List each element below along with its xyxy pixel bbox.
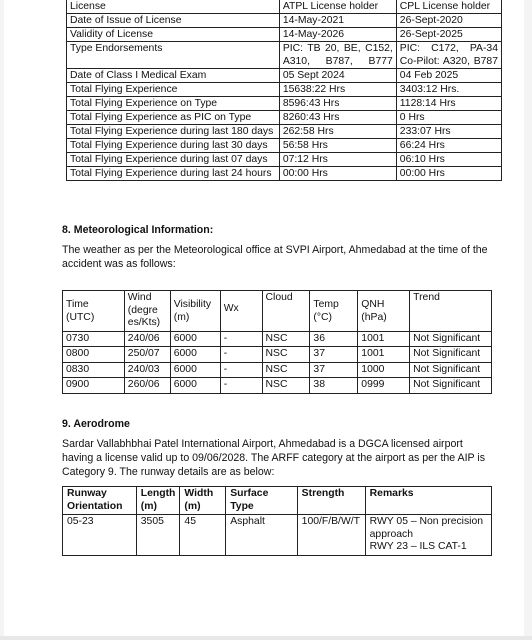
cpl-value: CPL License holder bbox=[396, 0, 501, 14]
license-field-label: Type Endorsements bbox=[67, 42, 280, 69]
cpl-value: PIC: C172, PA-34 Co-Pilot: A320, B787 bbox=[396, 42, 501, 69]
header-wind: Wind (degre es/Kts) bbox=[124, 291, 170, 332]
weather-qnh: 0999 bbox=[358, 378, 410, 394]
license-row bbox=[67, 139, 502, 153]
license-table bbox=[66, 0, 502, 181]
weather-qnh: 1001 bbox=[358, 331, 410, 347]
cpl-value: 26-Sept-2020 bbox=[396, 14, 501, 28]
atpl-value: ATPL License holder bbox=[279, 0, 396, 14]
license-field-label: Total Flying Experience during last 24 hours bbox=[67, 167, 280, 181]
weather-cloud: NSC bbox=[262, 331, 310, 347]
license-field-label: License bbox=[67, 0, 280, 14]
weather-wind: 240/03 bbox=[124, 362, 170, 378]
runway-width: 45 bbox=[180, 515, 226, 556]
runway-remarks bbox=[365, 515, 491, 556]
weather-wx: - bbox=[220, 347, 262, 363]
atpl-value: 8596:43 Hrs bbox=[279, 97, 396, 111]
atpl-value: 56:58 Hrs bbox=[279, 139, 396, 153]
license-row bbox=[67, 111, 502, 125]
weather-wx: - bbox=[220, 362, 262, 378]
weather-qnh: 1000 bbox=[358, 362, 410, 378]
license-row bbox=[67, 42, 502, 69]
license-field-label: Total Flying Experience as PIC on Type bbox=[67, 111, 280, 125]
license-row bbox=[67, 69, 502, 83]
atpl-value: 07:12 Hrs bbox=[279, 153, 396, 167]
weather-table bbox=[62, 290, 492, 394]
atpl-value: 8260:43 Hrs bbox=[279, 111, 396, 125]
page-bottom-edge bbox=[0, 636, 532, 640]
remark-rwy23: RWY 23 – ILS CAT-1 bbox=[369, 541, 467, 552]
cpl-value: 04 Feb 2025 bbox=[396, 69, 501, 83]
atpl-value: 05 Sept 2024 bbox=[279, 69, 396, 83]
runway-strength: 100/F/B/W/T bbox=[297, 515, 365, 556]
weather-time: 0830 bbox=[63, 362, 125, 378]
cpl-value: 233:07 Hrs bbox=[396, 125, 501, 139]
license-row bbox=[67, 14, 502, 28]
weather-row bbox=[63, 331, 492, 347]
weather-row bbox=[63, 362, 492, 378]
license-field-label: Date of Class I Medical Exam bbox=[67, 69, 280, 83]
weather-trend: Not Significant bbox=[410, 331, 492, 347]
weather-wind: 260/06 bbox=[124, 378, 170, 394]
weather-row bbox=[63, 347, 492, 363]
cpl-value: 66:24 Hrs bbox=[396, 139, 501, 153]
weather-temp: 37 bbox=[310, 347, 358, 363]
header-remarks: Remarks bbox=[365, 487, 491, 515]
license-field-label: Total Flying Experience during last 07 days bbox=[67, 153, 280, 167]
weather-wx: - bbox=[220, 331, 262, 347]
header-strength: Strength bbox=[297, 487, 365, 515]
license-field-label: Date of Issue of License bbox=[67, 14, 280, 28]
weather-cloud: NSC bbox=[262, 362, 310, 378]
cpl-value: 1128:14 Hrs bbox=[396, 97, 501, 111]
cpl-value: 00:00 Hrs bbox=[396, 167, 501, 181]
header-length: Length (m) bbox=[136, 487, 180, 515]
weather-cloud: NSC bbox=[262, 378, 310, 394]
license-row bbox=[67, 83, 502, 97]
license-field-label: Validity of License bbox=[67, 28, 280, 42]
runway-table bbox=[62, 486, 492, 556]
header-surface-type: Surface Type bbox=[226, 487, 297, 515]
runway-surface: Asphalt bbox=[226, 515, 297, 556]
header-runway-orientation: Runway Orientation bbox=[63, 487, 137, 515]
weather-temp: 37 bbox=[310, 362, 358, 378]
license-row bbox=[67, 167, 502, 181]
license-row bbox=[67, 28, 502, 42]
weather-visibility: 6000 bbox=[170, 331, 220, 347]
weather-wind: 240/06 bbox=[124, 331, 170, 347]
weather-trend: Not Significant bbox=[410, 347, 492, 363]
license-row bbox=[67, 0, 502, 14]
section-9-heading: 9. Aerodrome bbox=[62, 418, 130, 430]
header-width: Width (m) bbox=[180, 487, 226, 515]
header-wx: Wx bbox=[220, 291, 262, 332]
weather-header-row bbox=[63, 291, 492, 332]
weather-cloud: NSC bbox=[262, 347, 310, 363]
cpl-value: 26-Sept-2025 bbox=[396, 28, 501, 42]
license-field-label: Total Flying Experience on Type bbox=[67, 97, 280, 111]
header-qnh: QNH (hPa) bbox=[358, 291, 410, 332]
weather-trend: Not Significant bbox=[410, 362, 492, 378]
atpl-value: 15638:22 Hrs bbox=[279, 83, 396, 97]
weather-visibility: 6000 bbox=[170, 378, 220, 394]
weather-trend: Not Significant bbox=[410, 378, 492, 394]
weather-temp: 38 bbox=[310, 378, 358, 394]
section-8-text: The weather as per the Meteorological office at SVPI Airport, Ahmedabad at the time of the accident was as follows: bbox=[62, 244, 488, 270]
document-page bbox=[4, 0, 524, 636]
cpl-value: 3403:12 Hrs. bbox=[396, 83, 501, 97]
weather-time: 0800 bbox=[63, 347, 125, 363]
weather-visibility: 6000 bbox=[170, 362, 220, 378]
weather-temp: 36 bbox=[310, 331, 358, 347]
weather-row bbox=[63, 378, 492, 394]
license-field-label: Total Flying Experience during last 180 days bbox=[67, 125, 280, 139]
license-field-label: Total Flying Experience during last 30 days bbox=[67, 139, 280, 153]
cpl-value: 06:10 Hrs bbox=[396, 153, 501, 167]
cpl-value: 0 Hrs bbox=[396, 111, 501, 125]
runway-length: 3505 bbox=[136, 515, 180, 556]
weather-wind: 250/07 bbox=[124, 347, 170, 363]
atpl-value: PIC: TB 20, BE, C152, A310, B787, B777 bbox=[279, 42, 396, 69]
remark-rwy05: RWY 05 – Non precision approach bbox=[369, 516, 484, 540]
weather-time: 0900 bbox=[63, 378, 125, 394]
license-field-label: Total Flying Experience bbox=[67, 83, 280, 97]
weather-visibility: 6000 bbox=[170, 347, 220, 363]
weather-qnh: 1001 bbox=[358, 347, 410, 363]
section-9-text: Sardar Vallabhbhai Patel International Airport, Ahmedabad is a DGCA licensed airport having a license valid up to 09/06/2028. The ARFF category at the airport as per the AIP is Category 9. The runway details are as below: bbox=[62, 438, 486, 478]
weather-time: 0730 bbox=[63, 331, 125, 347]
runway-orientation: 05-23 bbox=[63, 515, 137, 556]
header-time: Time (UTC) bbox=[63, 291, 125, 332]
header-cloud: Cloud bbox=[262, 291, 310, 332]
atpl-value: 00:00 Hrs bbox=[279, 167, 396, 181]
atpl-value: 14-May-2021 bbox=[279, 14, 396, 28]
runway-row bbox=[63, 515, 492, 556]
license-row bbox=[67, 97, 502, 111]
license-row bbox=[67, 153, 502, 167]
header-visibility: Visibility (m) bbox=[170, 291, 220, 332]
license-row bbox=[67, 125, 502, 139]
runway-header-row bbox=[63, 487, 492, 515]
header-temp: Temp (°C) bbox=[310, 291, 358, 332]
atpl-value: 262:58 Hrs bbox=[279, 125, 396, 139]
header-trend: Trend bbox=[410, 291, 492, 332]
atpl-value: 14-May-2026 bbox=[279, 28, 396, 42]
weather-wx: - bbox=[220, 378, 262, 394]
section-8-heading: 8. Meteorological Information: bbox=[62, 224, 214, 236]
